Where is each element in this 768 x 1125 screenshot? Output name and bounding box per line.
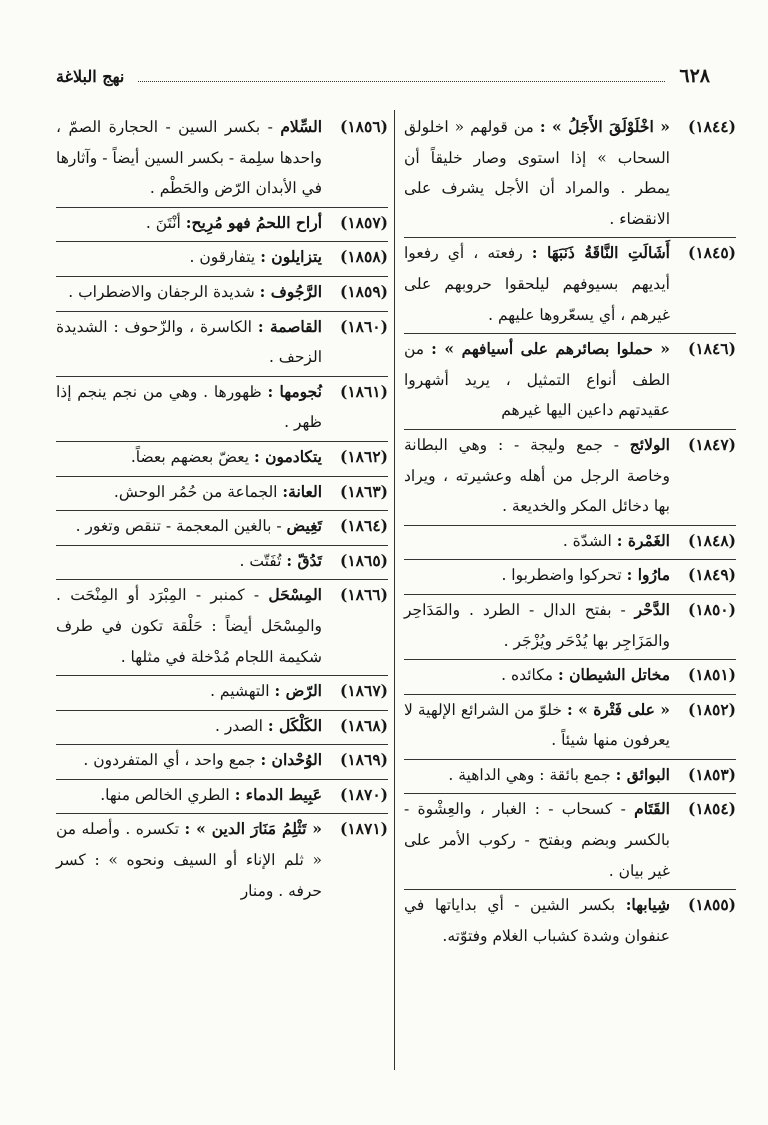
entry-number: (١٨٦٥) <box>340 550 388 570</box>
entry-definition: التهشيم . <box>210 682 270 701</box>
entry-definition: من قولهم « اخلولق السحاب » إذا استوى وصار خليقاً أن يمطر . والمراد أن الأجل يشرف على الانقضاء . <box>404 118 670 228</box>
entry-number: (١٨٧١) <box>340 819 388 839</box>
entry-definition: - جمع وليجة - : وهي البطانة وخاصة الرجل من أهله وعشيرته ، ويراد بها دخائل المكر والخديعة . <box>404 435 670 516</box>
entry-term: الولائج <box>629 434 670 454</box>
entry-term: « اخْلَوْلَقَ الأَجَلُ » : <box>539 117 670 136</box>
entry-definition: جمع واحد ، أي المتفردون . <box>83 751 256 770</box>
entry-definition: الصدر . <box>214 716 263 735</box>
glossary-entry <box>56 813 388 906</box>
entry-term: يتكادمون : <box>254 446 322 466</box>
entry-term: الدَّحْر <box>634 599 670 619</box>
right-column <box>404 112 736 951</box>
entry-term: القَتَام <box>634 799 670 819</box>
entry-definition: مكائده . <box>501 666 554 685</box>
entry-number: (١٨٤٧) <box>688 434 736 454</box>
entry-number: (١٨٥٢) <box>688 699 736 719</box>
glossary-entry <box>404 659 736 691</box>
entry-definition: جمع بائقة : وهي الداهية . <box>448 765 611 784</box>
entry-term: تَدُقّ : <box>286 550 322 570</box>
entry-definition: - بفتح الدال - الطرد . والمَدَاحِر والمَزَاجِر بها يُدْحَر ويُزْجَر . <box>404 600 670 650</box>
glossary-entry <box>56 241 388 273</box>
page-header <box>56 58 710 94</box>
glossary-entry <box>56 710 388 742</box>
header-dotted-rule <box>138 71 665 82</box>
entry-number: (١٨٦٤) <box>340 516 388 536</box>
entry-number: (١٨٧٠) <box>340 784 388 804</box>
book-title: نهج البلاغة <box>56 66 125 86</box>
entry-term: يتزايلون : <box>260 247 322 267</box>
glossary-entry <box>56 112 388 204</box>
entry-number: (١٨٥٩) <box>340 281 388 301</box>
glossary-entry <box>404 694 736 756</box>
entry-number: (١٨٤٦) <box>687 339 736 359</box>
entry-definition: - بالغين المعجمة - تنقص وتغور . <box>75 517 282 536</box>
entry-term: نُجومها : <box>267 381 322 401</box>
entry-definition: الجماعة من حُمُر الوحش. <box>113 482 278 501</box>
entry-term: المِسْحَل <box>268 585 322 605</box>
left-column <box>56 112 388 906</box>
entry-number: (١٨٦١) <box>339 381 388 401</box>
entry-definition: الشدّة . <box>562 531 612 550</box>
glossary-entry <box>56 376 388 438</box>
entry-number: (١٨٤٨) <box>688 530 736 550</box>
glossary-entry <box>56 207 388 239</box>
entry-number: (١٨٤٥) <box>688 243 736 263</box>
entry-term: « حملوا بصائرهم على أسيافهم » : <box>431 339 670 359</box>
entry-definition: تُفَتّت . <box>239 551 282 570</box>
glossary-entry <box>56 311 388 373</box>
entry-term: أراح اللحمُ فهو مُرِيح: <box>185 212 322 232</box>
entry-term: الكَلْكَل : <box>267 715 322 735</box>
entry-number: (١٨٥٠) <box>687 599 736 619</box>
glossary-entry <box>56 510 388 542</box>
entry-number: (١٨٥٨) <box>340 247 388 267</box>
entry-definition: يعضّ بعضهم بعضاً. <box>130 447 250 466</box>
glossary-entry <box>404 889 736 951</box>
glossary-entry <box>56 276 388 308</box>
glossary-entry <box>56 476 388 508</box>
entry-definition: - كمنبر - المِبْرَد أو المِنْحَت . والمِسْحَل أيضاً : حَلْقة تكون في طرف شكيمة اللجام مُدْخلة في مثلها . <box>56 586 322 666</box>
glossary-entry <box>404 559 736 591</box>
column-divider <box>394 110 395 1070</box>
entry-number: (١٨٦٣) <box>340 481 388 501</box>
entry-number: (١٨٦٩) <box>340 750 388 770</box>
entry-definition: الكاسرة ، والزّحوف : الشديدة الزحف . <box>56 317 322 367</box>
entry-number: (١٨٥٣) <box>688 764 736 784</box>
glossary-entry <box>404 594 736 656</box>
glossary-entry <box>404 759 736 791</box>
entry-term: مارُوا : <box>626 565 670 585</box>
glossary-entry <box>56 779 388 811</box>
glossary-entry <box>56 545 388 577</box>
entry-definition: أنْتَنَ . <box>145 213 181 232</box>
glossary-entry <box>404 333 736 426</box>
entry-definition: خلوّ من الشرائع الإلهية لا يعرفون منها شيئاً . <box>404 700 670 750</box>
entry-term: البوائق : <box>615 764 670 784</box>
entry-number: (١٨٥٥) <box>688 895 736 915</box>
entry-definition: رفعته ، أي رفعوا أيديهم بسيوفهم ليلحقوا حروبهم على غيرهم ، أي يسعّروها عليهم . <box>404 244 670 324</box>
entry-definition: الطري الخالص منها. <box>100 785 230 804</box>
entry-term: شِيابها: <box>625 895 670 915</box>
entry-term: أَشَالَتِ النَّاقَةُ ذَنَبَهَا : <box>531 243 670 263</box>
glossary-entry <box>404 112 736 234</box>
entry-term: عَبِيط الدماء : <box>234 784 322 804</box>
entry-term: مخاتل الشيطان : <box>558 665 670 685</box>
glossary-entry <box>404 793 736 886</box>
glossary-entry <box>404 237 736 330</box>
entry-term: « على فَتْرة » : <box>566 699 670 719</box>
page-number: ٦٢٨ <box>679 65 710 87</box>
entry-term: الرّض : <box>274 681 322 701</box>
entry-definition: تحركوا واضطربوا . <box>501 566 622 585</box>
entry-term: الرَّجُوف : <box>259 281 322 301</box>
entry-number: (١٨٦٠) <box>339 316 388 336</box>
glossary-entry <box>404 525 736 557</box>
glossary-entry <box>56 744 388 776</box>
entry-number: (١٨٦٧) <box>340 681 388 701</box>
entry-number: (١٨٦٢) <box>340 446 388 466</box>
entry-number: (١٨٥١) <box>688 665 736 685</box>
entry-number: (١٨٦٦) <box>339 585 388 605</box>
entry-definition: من الطف أنواع التمثيل ، يريد أشهروا عقيدتهم داعين اليها غيرهم <box>404 340 670 420</box>
glossary-entry <box>56 579 388 672</box>
entry-number: (١٨٥٦) <box>340 117 389 136</box>
entry-number: (١٨٤٩) <box>688 565 736 585</box>
entry-term: « تَثْلِمُ مَنَارَ الدين » : <box>184 819 322 839</box>
glossary-entry <box>56 441 388 473</box>
entry-number: (١٨٥٧) <box>340 212 388 232</box>
entry-term: الغَمْرة : <box>616 530 670 550</box>
entry-term: السِّلام <box>280 117 323 136</box>
entry-term: الوُحْدان : <box>260 750 322 770</box>
entry-definition: - كسحاب - : الغبار ، والعِشْوة - بالكسر وبضم وبفتح - ركوب الأمر على غير بيان . <box>404 800 670 880</box>
entry-definition: بكسر الشين - أي بداياتها في عنفوان وشدة كشباب الغلام وفتوّته. <box>404 896 670 945</box>
entry-term: القاصمة : <box>257 316 322 336</box>
glossary-entry <box>404 429 736 522</box>
entry-definition: - بكسر السين - الحجارة الصمّ ، واحدها سلِمة - بكسر السين أيضاً - وآثارها في الأبدان الرّض والحَطْم . <box>56 118 322 198</box>
entry-definition: شديدة الرجفان والاضطراب . <box>68 282 255 301</box>
entry-number: (١٨٥٤) <box>688 799 736 819</box>
entry-term: تَغِيض <box>286 516 322 536</box>
entry-term: العانة: <box>282 481 322 501</box>
entry-number: (١٨٦٨) <box>340 715 388 735</box>
entry-definition: ظهورها . وهي من نجم ينجم إذا ظهر . <box>56 382 322 432</box>
glossary-entry <box>56 675 388 707</box>
entry-number: (١٨٤٤) <box>687 117 736 136</box>
entry-definition: تكسره . وأصله من « ثلم الإناء أو السيف ونحوه » : كسر حرفه . ومنار <box>56 820 322 900</box>
entry-definition: يتفارقون . <box>189 248 256 267</box>
